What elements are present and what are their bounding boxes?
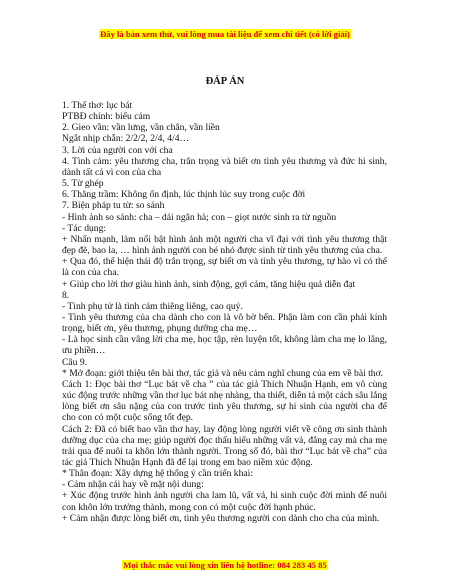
preview-notice-text: Đây là bản xem thử, vui lòng mua tài liệu để xem chi tiết (có lời giải) xyxy=(100,29,350,39)
text-line: + Qua đó, thể hiện thái độ trân trọng, sự biết ơn và tình yêu thương, tự hào vì có thể là con của cha. xyxy=(62,256,387,279)
text-line: + Xúc động trước hình ảnh người cha lam lũ, vất vả, hi sinh cuộc đời mình để nuôi con khôn lớn trưởng thành, mong con có một cuộc đời hạnh phúc. xyxy=(62,490,387,513)
answer-content xyxy=(62,100,387,524)
text-line: Cách 2: Đã có biết bao vần thơ hay, lay động lòng người viết về công ơn sinh thành dưỡng dục của cha mẹ; giúp người đọc thấu hiểu những vất vả, đắng cay mà cha mẹ trải qua để nuôi ta khôn lớn thành người. Trong số đó, bài thơ “Lục bát về cha” của tác giả Thích Nhuận Hạnh đã để lại trong em bao niềm xúc động. xyxy=(62,423,387,468)
text-line: - Hình ảnh so sánh: cha – dải ngân hà; con – giọt nước sinh ra từ nguồn xyxy=(62,211,337,223)
text-line: - Tình yêu thương của cha dành cho con là vô bờ bến. Phận làm con cần phải kính trọng, biết ơn, yêu thương, phụng dưỡng cha mẹ… xyxy=(62,311,387,335)
text-line: 3. Lời của người con với cha xyxy=(62,144,173,156)
text-line: 5. Từ ghép xyxy=(62,178,104,190)
text-line: + Cảm nhận được lòng biết ơn, tình yêu thương người con dành cho cha của mình. xyxy=(62,512,380,524)
hotline-notice-banner xyxy=(0,560,450,570)
text-line: 7. Biện pháp tu từ: so sánh xyxy=(62,200,165,212)
text-line: 2. Gieo vần: vần lưng, vần chân, vần liền xyxy=(62,122,220,134)
text-line: Câu 9. xyxy=(62,356,88,368)
text-line: 4. Tình cảm: yêu thương cha, trân trọng và biết ơn tình yêu thương và đức hi sinh, dành tất cả vì con của cha xyxy=(62,155,387,178)
text-line: 6. Thăng trầm: Không ổn định, lúc thịnh lúc suy trong cuộc đời xyxy=(62,189,306,201)
text-line: 1. Thể thơ: lục bát xyxy=(62,100,133,111)
text-line: - Tình phụ tử là tình cảm thiêng liêng, cao quý. xyxy=(62,300,243,312)
text-line: * Mở đoạn: giới thiệu tên bài thơ, tác giả và nêu cảm nghĩ chung của em về bài thơ. xyxy=(62,367,384,379)
text-line: - Là học sinh cần vâng lời cha mẹ, học tập, rèn luyện tốt, không làm cha mẹ lo lắng, ưu phiền… xyxy=(62,334,387,357)
text-line: Cách 1: Đọc bài thơ “Lục bát về cha ” của tác giả Thích Nhuận Hạnh, em vô cùng xúc động trước những vần thơ lục bát nhẹ nhàng, tha thiết, diễn tả một cách sâu lắng lòng biết ơn sâu nặng của con trước tình yêu thương, sự hi sinh của người cha để cho con có một cuộc sống tốt đẹp. xyxy=(62,378,387,424)
page-title: ĐÁP ÁN xyxy=(205,76,245,87)
text-line: + Nhấn mạnh, làm nổi bật hình ảnh một người cha vĩ đại với tình yêu thương thật đẹp đẽ, bao la, … hình ảnh người con bé nhỏ được sinh từ tình yêu thương của cha. xyxy=(62,233,387,257)
text-line: PTBĐ chính: biểu cảm xyxy=(62,111,151,123)
text-line: * Thân đoạn: Xây dựng hệ thống ý cần triển khai: xyxy=(62,468,253,480)
text-line: 8. xyxy=(62,289,70,301)
preview-notice-banner xyxy=(0,29,450,39)
text-line: - Tác dụng: xyxy=(62,222,107,234)
text-line: - Cảm nhận cái hay về mặt nội dung: xyxy=(62,479,204,491)
hotline-notice-text: Mọi thắc mắc vui lòng xin liên hệ hotline: 084 283 45 85 xyxy=(123,560,327,570)
text-line: + Giúp cho lời thơ giàu hình ảnh, sinh động, gợi cảm, tăng hiệu quả diễn đạt xyxy=(62,278,356,290)
text-line: Ngắt nhịp chẵn: 2/2/2, 2/4, 4/4… xyxy=(62,133,190,145)
